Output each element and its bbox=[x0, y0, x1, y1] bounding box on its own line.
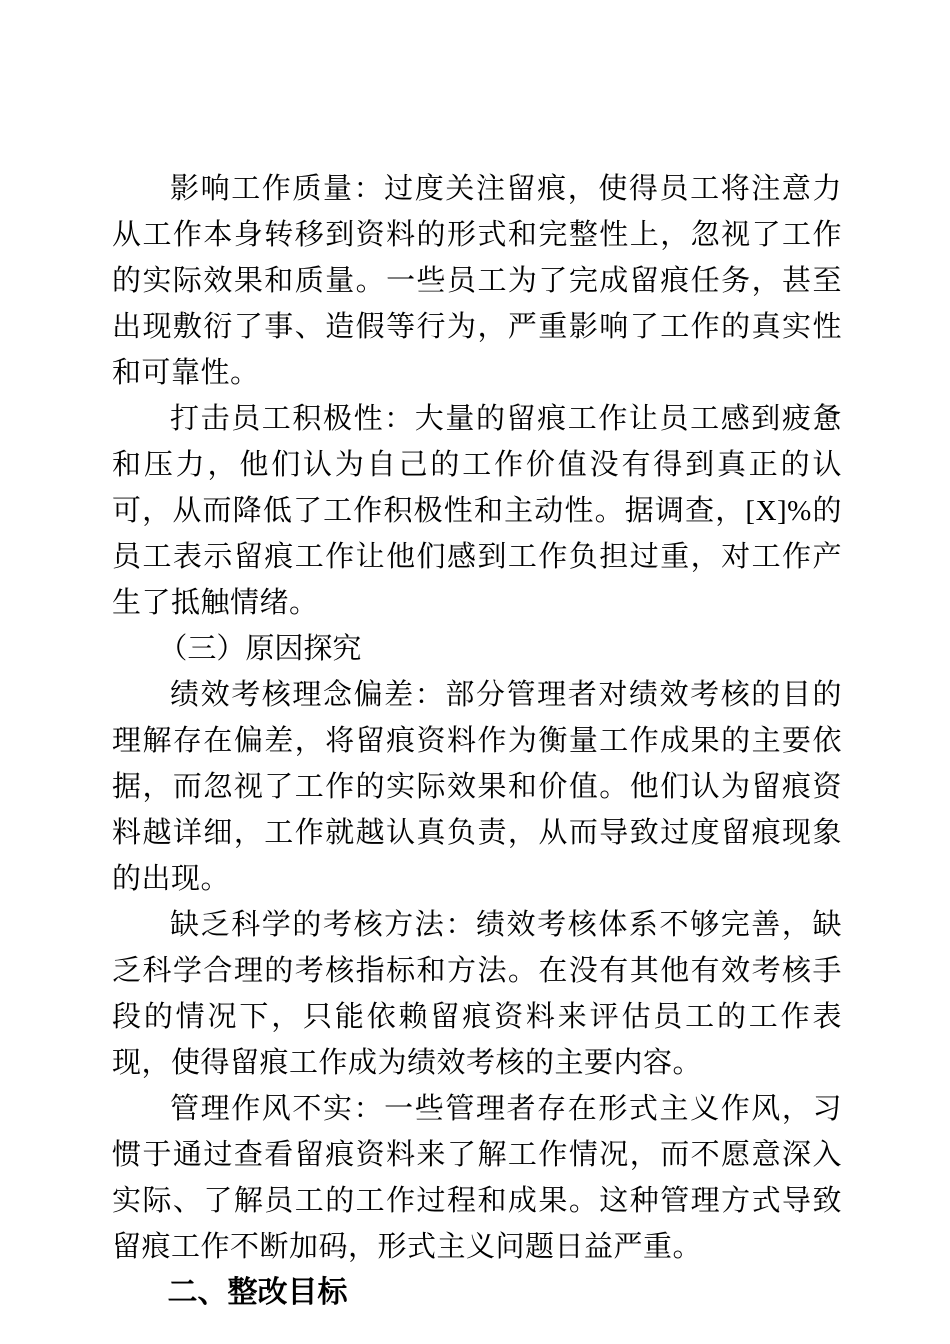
subsection-heading-cause-analysis: （三）原因探究 bbox=[158, 633, 362, 665]
paragraph-lack-scientific-methods: 缺乏科学的考核方法：绩效考核体系不够完善，缺乏科学合理的考核指标和方法。在没有其他有效考核手段的情况下，只能依赖留痕资料来评估员工的工作表现，使得留痕工作成为绩效考核的主要内容。 bbox=[112, 909, 842, 1079]
paragraph-management-style: 管理作风不实：一些管理者存在形式主义作风，习惯于通过查看留痕资料来了解工作情况，而不愿意深入实际、了解员工的工作过程和成果。这种管理方式导致留痕工作不断加码，形式主义问题日益严重。 bbox=[112, 1093, 842, 1263]
paragraph-employee-morale: 打击员工积极性：大量的留痕工作让员工感到疲惫和压力，他们认为自己的工作价值没有得到真正的认可，从而降低了工作积极性和主动性。据调查，[X]%的员工表示留痕工作让他们感到工作负担过重，对工作产生了抵触情绪。 bbox=[112, 403, 842, 619]
section-heading-rectification-goals: 二、整改目标 bbox=[167, 1276, 348, 1309]
paragraph-appraisal-concept-bias: 绩效考核理念偏差：部分管理者对绩效考核的目的理解存在偏差，将留痕资料作为衡量工作成果的主要依据，而忽视了工作的实际效果和价值。他们认为留痕资料越详细，工作就越认真负责，从而导致过度留痕现象的出现。 bbox=[112, 679, 842, 895]
paragraph-impact-work-quality: 影响工作质量：过度关注留痕，使得员工将注意力从工作本身转移到资料的形式和完整性上，忽视了工作的实际效果和质量。一些员工为了完成留痕任务，甚至出现敷衍了事、造假等行为，严重影响了工作的真实性和可靠性。 bbox=[112, 173, 842, 389]
